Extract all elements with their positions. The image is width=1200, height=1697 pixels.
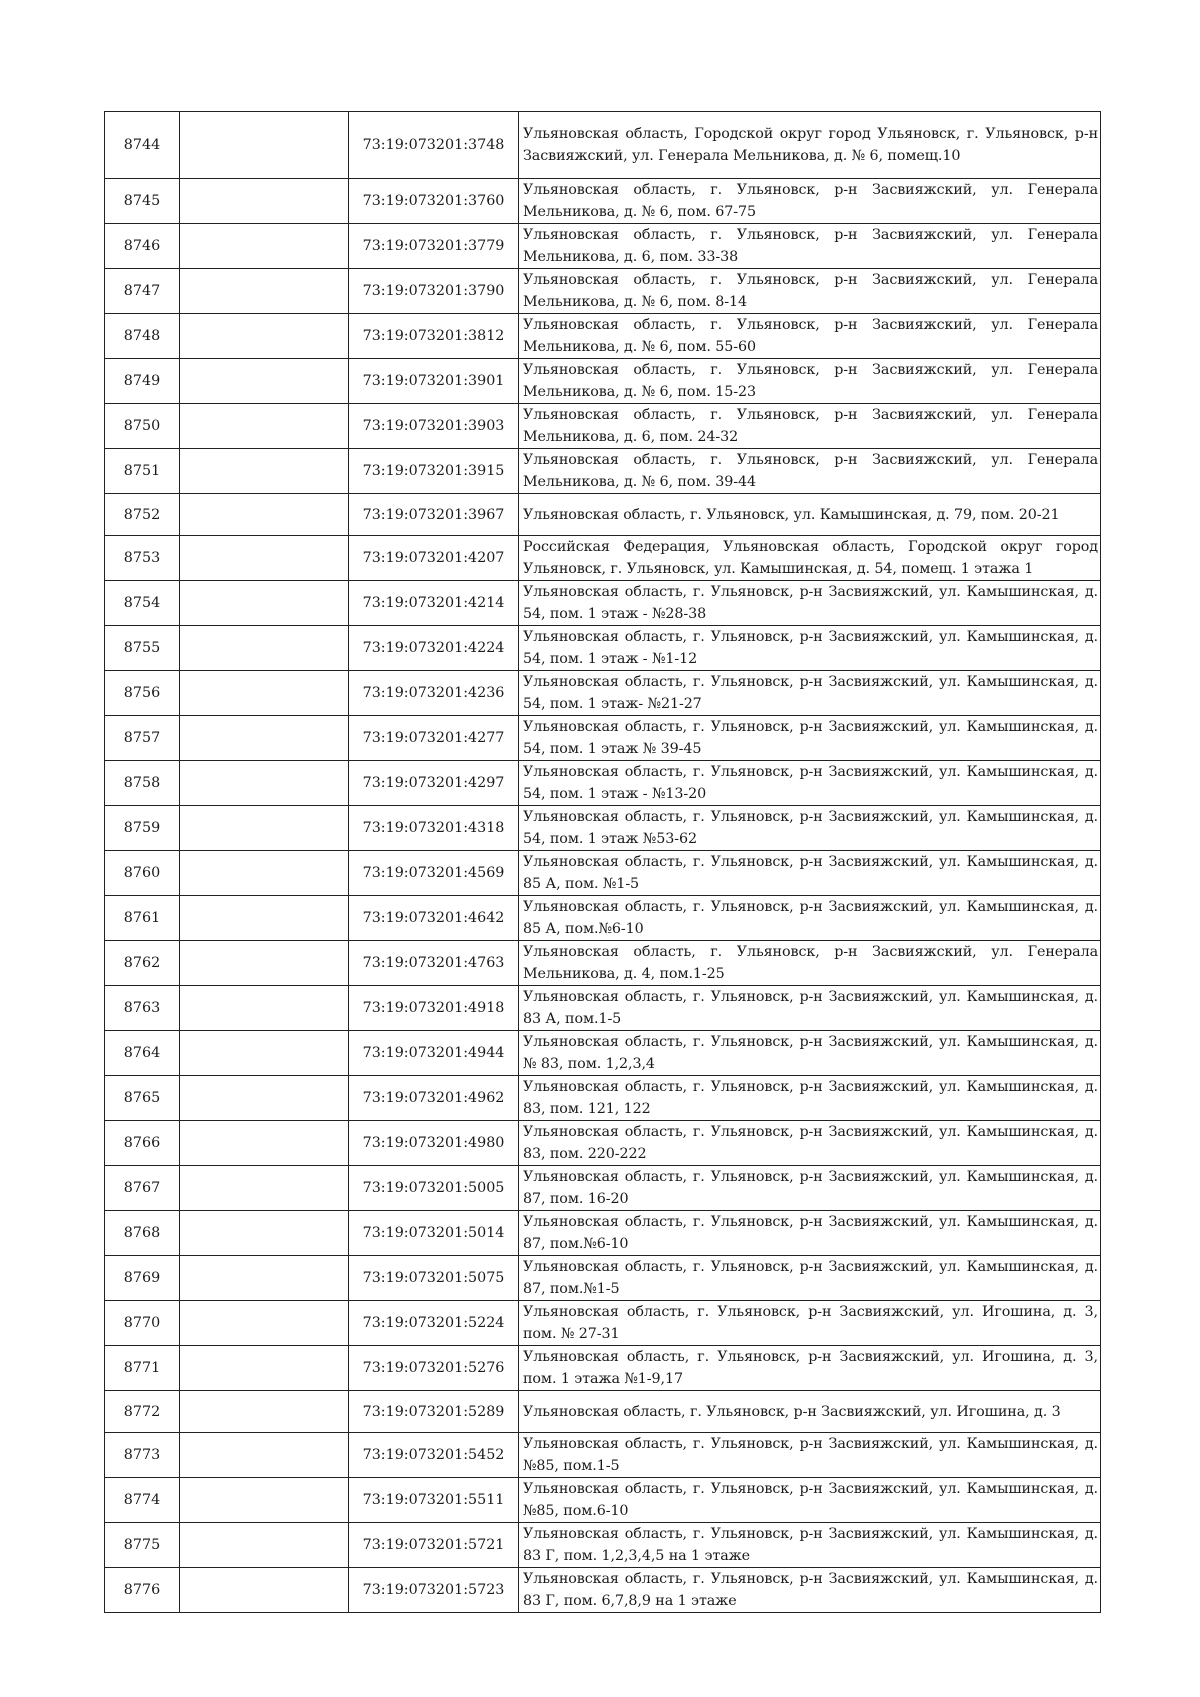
cadastral-number-cell: 73:19:073201:5723	[349, 1568, 519, 1613]
table-row	[105, 671, 1101, 716]
row-number-cell: 8745	[105, 179, 180, 224]
empty-cell	[180, 404, 349, 449]
row-number-cell: 8765	[105, 1076, 180, 1121]
table-row	[105, 716, 1101, 761]
cadastral-number-cell: 73:19:073201:4236	[349, 671, 519, 716]
address-cell: Ульяновская область, г. Ульяновск, р-н Засвияжский, ул. Игошина, д. 3, пом. 1 этажа №1-9,17	[519, 1346, 1101, 1391]
table-row	[105, 851, 1101, 896]
empty-cell	[180, 896, 349, 941]
empty-cell	[180, 1031, 349, 1076]
table-row	[105, 269, 1101, 314]
address-cell: Ульяновская область, г. Ульяновск, р-н Засвияжский, ул. Генерала Мельникова, д. № 6, пом. 15-23	[519, 359, 1101, 404]
address-cell: Ульяновская область, г. Ульяновск, р-н Засвияжский, ул. Камышинская, д. 54, пом. 1 этаж № 39-45	[519, 716, 1101, 761]
row-number-cell: 8759	[105, 806, 180, 851]
address-cell: Ульяновская область, г. Ульяновск, р-н Засвияжский, ул. Камышинская, д. 54, пом. 1 этаж - №13-20	[519, 761, 1101, 806]
address-cell: Ульяновская область, г. Ульяновск, р-н Засвияжский, ул. Камышинская, д. 85 А, пом. №1-5	[519, 851, 1101, 896]
empty-cell	[180, 1433, 349, 1478]
address-cell: Российская Федерация, Ульяновская область, Городской округ город Ульяновск, г. Ульяновск, ул. Камышинская, д. 54, помещ. 1 этажа 1	[519, 536, 1101, 581]
table-row	[105, 1211, 1101, 1256]
table-row	[105, 806, 1101, 851]
cadastral-number-cell: 73:19:073201:5075	[349, 1256, 519, 1301]
row-number-cell: 8749	[105, 359, 180, 404]
row-number-cell: 8748	[105, 314, 180, 359]
table-row	[105, 112, 1101, 179]
row-number-cell: 8755	[105, 626, 180, 671]
address-cell: Ульяновская область, Городской округ город Ульяновск, г. Ульяновск, р-н Засвияжский, ул. Генерала Мельникова, д. № 6, помещ.10	[519, 112, 1101, 179]
empty-cell	[180, 359, 349, 404]
cadastral-number-cell: 73:19:073201:4642	[349, 896, 519, 941]
address-cell: Ульяновская область, г. Ульяновск, р-н Засвияжский, ул. Камышинская, д. 83, пом. 220-222	[519, 1121, 1101, 1166]
cadastral-number-cell: 73:19:073201:3748	[349, 112, 519, 179]
row-number-cell: 8764	[105, 1031, 180, 1076]
cadastral-number-cell: 73:19:073201:4214	[349, 581, 519, 626]
empty-cell	[180, 494, 349, 536]
table-row	[105, 581, 1101, 626]
row-number-cell: 8774	[105, 1478, 180, 1523]
address-cell: Ульяновская область, г. Ульяновск, р-н Засвияжский, ул. Камышинская, д. 87, пом.№6-10	[519, 1211, 1101, 1256]
table-row	[105, 1568, 1101, 1613]
cadastral-number-cell: 73:19:073201:3915	[349, 449, 519, 494]
empty-cell	[180, 851, 349, 896]
empty-cell	[180, 1301, 349, 1346]
cadastral-number-cell: 73:19:073201:5289	[349, 1391, 519, 1433]
address-cell: Ульяновская область, г. Ульяновск, р-н Засвияжский, ул. Генерала Мельникова, д. № 6, пом. 55-60	[519, 314, 1101, 359]
address-cell: Ульяновская область, г. Ульяновск, р-н Засвияжский, ул. Генерала Мельникова, д. 6, пом. 33-38	[519, 224, 1101, 269]
table-row	[105, 449, 1101, 494]
row-number-cell: 8768	[105, 1211, 180, 1256]
cadastral-number-cell: 73:19:073201:4224	[349, 626, 519, 671]
address-cell: Ульяновская область, г. Ульяновск, р-н Засвияжский, ул. Камышинская, д. 83 А, пом.1-5	[519, 986, 1101, 1031]
row-number-cell: 8773	[105, 1433, 180, 1478]
empty-cell	[180, 1256, 349, 1301]
empty-cell	[180, 314, 349, 359]
cadastral-number-cell: 73:19:073201:4962	[349, 1076, 519, 1121]
empty-cell	[180, 1346, 349, 1391]
address-cell: Ульяновская область, г. Ульяновск, р-н Засвияжский, ул. Генерала Мельникова, д. № 6, пом. 67-75	[519, 179, 1101, 224]
cadastral-number-cell: 73:19:073201:4763	[349, 941, 519, 986]
table-row	[105, 986, 1101, 1031]
address-cell: Ульяновская область, г. Ульяновск, р-н Засвияжский, ул. Камышинская, д. 83, пом. 121, 122	[519, 1076, 1101, 1121]
empty-cell	[180, 1076, 349, 1121]
cadastral-number-cell: 73:19:073201:4980	[349, 1121, 519, 1166]
address-cell: Ульяновская область, г. Ульяновск, р-н Засвияжский, ул. Генерала Мельникова, д. № 6, пом. 39-44	[519, 449, 1101, 494]
cadastral-number-cell: 73:19:073201:3760	[349, 179, 519, 224]
table-row	[105, 1301, 1101, 1346]
empty-cell	[180, 626, 349, 671]
table-row	[105, 1391, 1101, 1433]
cadastral-number-cell: 73:19:073201:5276	[349, 1346, 519, 1391]
cadastral-number-cell: 73:19:073201:3812	[349, 314, 519, 359]
empty-cell	[180, 806, 349, 851]
table-row	[105, 359, 1101, 404]
cadastral-number-cell: 73:19:073201:4569	[349, 851, 519, 896]
row-number-cell: 8760	[105, 851, 180, 896]
empty-cell	[180, 179, 349, 224]
cadastral-number-cell: 73:19:073201:5452	[349, 1433, 519, 1478]
row-number-cell: 8763	[105, 986, 180, 1031]
address-cell: Ульяновская область, г. Ульяновск, р-н Засвияжский, ул. Камышинская, д. 54, пом. 1 этаж - №1-12	[519, 626, 1101, 671]
cadastral-number-cell: 73:19:073201:5005	[349, 1166, 519, 1211]
empty-cell	[180, 1121, 349, 1166]
empty-cell	[180, 581, 349, 626]
empty-cell	[180, 761, 349, 806]
registry-table-body	[105, 112, 1101, 1613]
table-row	[105, 896, 1101, 941]
address-cell: Ульяновская область, г. Ульяновск, р-н Засвияжский, ул. Камышинская, д. № 83, пом. 1,2,3,4	[519, 1031, 1101, 1076]
table-row	[105, 1256, 1101, 1301]
table-row	[105, 1076, 1101, 1121]
row-number-cell: 8751	[105, 449, 180, 494]
empty-cell	[180, 112, 349, 179]
address-cell: Ульяновская область, г. Ульяновск, р-н Засвияжский, ул. Камышинская, д. №85, пом.6-10	[519, 1478, 1101, 1523]
table-row	[105, 179, 1101, 224]
empty-cell	[180, 986, 349, 1031]
address-cell: Ульяновская область, г. Ульяновск, р-н Засвияжский, ул. Камышинская, д. 54, пом. 1 этаж - №28-38	[519, 581, 1101, 626]
cadastral-number-cell: 73:19:073201:4277	[349, 716, 519, 761]
address-cell: Ульяновская область, г. Ульяновск, р-н Засвияжский, ул. Камышинская, д. 85 А, пом.№6-10	[519, 896, 1101, 941]
table-row	[105, 1121, 1101, 1166]
row-number-cell: 8761	[105, 896, 180, 941]
row-number-cell: 8772	[105, 1391, 180, 1433]
address-cell: Ульяновская область, г. Ульяновск, р-н Засвияжский, ул. Камышинская, д. 87, пом.№1-5	[519, 1256, 1101, 1301]
address-cell: Ульяновская область, г. Ульяновск, р-н Засвияжский, ул. Камышинская, д. 83 Г, пом. 1,2,3,4,5 на 1 этаже	[519, 1523, 1101, 1568]
table-row	[105, 1346, 1101, 1391]
table-row	[105, 494, 1101, 536]
empty-cell	[180, 1523, 349, 1568]
address-cell: Ульяновская область, г. Ульяновск, р-н Засвияжский, ул. Камышинская, д. 87, пом. 16-20	[519, 1166, 1101, 1211]
row-number-cell: 8758	[105, 761, 180, 806]
cadastral-number-cell: 73:19:073201:5014	[349, 1211, 519, 1256]
row-number-cell: 8756	[105, 671, 180, 716]
table-row	[105, 761, 1101, 806]
cadastral-number-cell: 73:19:073201:4318	[349, 806, 519, 851]
empty-cell	[180, 1211, 349, 1256]
row-number-cell: 8744	[105, 112, 180, 179]
address-cell: Ульяновская область, г. Ульяновск, р-н Засвияжский, ул. Игошина, д. 3	[519, 1391, 1101, 1433]
cadastral-number-cell: 73:19:073201:3903	[349, 404, 519, 449]
address-cell: Ульяновская область, г. Ульяновск, р-н Засвияжский, ул. Камышинская, д. 54, пом. 1 этаж №53-62	[519, 806, 1101, 851]
table-row	[105, 224, 1101, 269]
address-cell: Ульяновская область, г. Ульяновск, р-н Засвияжский, ул. Генерала Мельникова, д. № 6, пом. 8-14	[519, 269, 1101, 314]
address-cell: Ульяновская область, г. Ульяновск, р-н Засвияжский, ул. Камышинская, д. 54, пом. 1 этаж- №21-27	[519, 671, 1101, 716]
empty-cell	[180, 269, 349, 314]
table-row	[105, 1031, 1101, 1076]
registry-table	[104, 111, 1101, 1613]
cadastral-number-cell: 73:19:073201:3967	[349, 494, 519, 536]
row-number-cell: 8766	[105, 1121, 180, 1166]
empty-cell	[180, 1391, 349, 1433]
table-row	[105, 1523, 1101, 1568]
empty-cell	[180, 671, 349, 716]
row-number-cell: 8754	[105, 581, 180, 626]
empty-cell	[180, 941, 349, 986]
cadastral-number-cell: 73:19:073201:4297	[349, 761, 519, 806]
row-number-cell: 8770	[105, 1301, 180, 1346]
row-number-cell: 8769	[105, 1256, 180, 1301]
row-number-cell: 8762	[105, 941, 180, 986]
table-row	[105, 626, 1101, 671]
row-number-cell: 8775	[105, 1523, 180, 1568]
address-cell: Ульяновская область, г. Ульяновск, р-н Засвияжский, ул. Камышинская, д. №85, пом.1-5	[519, 1433, 1101, 1478]
table-row	[105, 941, 1101, 986]
address-cell: Ульяновская область, г. Ульяновск, р-н Засвияжский, ул. Игошина, д. 3, пом. № 27-31	[519, 1301, 1101, 1346]
row-number-cell: 8776	[105, 1568, 180, 1613]
table-row	[105, 404, 1101, 449]
address-cell: Ульяновская область, г. Ульяновск, р-н Засвияжский, ул. Генерала Мельникова, д. 4, пом.1-25	[519, 941, 1101, 986]
cadastral-number-cell: 73:19:073201:3901	[349, 359, 519, 404]
address-cell: Ульяновская область, г. Ульяновск, ул. Камышинская, д. 79, пом. 20-21	[519, 494, 1101, 536]
cadastral-number-cell: 73:19:073201:4944	[349, 1031, 519, 1076]
table-row	[105, 1478, 1101, 1523]
table-row	[105, 314, 1101, 359]
row-number-cell: 8746	[105, 224, 180, 269]
empty-cell	[180, 716, 349, 761]
row-number-cell: 8771	[105, 1346, 180, 1391]
table-row	[105, 1433, 1101, 1478]
cadastral-number-cell: 73:19:073201:5511	[349, 1478, 519, 1523]
empty-cell	[180, 1568, 349, 1613]
cadastral-number-cell: 73:19:073201:4207	[349, 536, 519, 581]
row-number-cell: 8752	[105, 494, 180, 536]
empty-cell	[180, 1166, 349, 1211]
empty-cell	[180, 449, 349, 494]
empty-cell	[180, 1478, 349, 1523]
cadastral-number-cell: 73:19:073201:5224	[349, 1301, 519, 1346]
cadastral-number-cell: 73:19:073201:5721	[349, 1523, 519, 1568]
cadastral-number-cell: 73:19:073201:4918	[349, 986, 519, 1031]
table-row	[105, 536, 1101, 581]
cadastral-number-cell: 73:19:073201:3790	[349, 269, 519, 314]
row-number-cell: 8753	[105, 536, 180, 581]
address-cell: Ульяновская область, г. Ульяновск, р-н Засвияжский, ул. Камышинская, д. 83 Г, пом. 6,7,8,9 на 1 этаже	[519, 1568, 1101, 1613]
table-row	[105, 1166, 1101, 1211]
address-cell: Ульяновская область, г. Ульяновск, р-н Засвияжский, ул. Генерала Мельникова, д. 6, пом. 24-32	[519, 404, 1101, 449]
row-number-cell: 8750	[105, 404, 180, 449]
cadastral-number-cell: 73:19:073201:3779	[349, 224, 519, 269]
row-number-cell: 8767	[105, 1166, 180, 1211]
row-number-cell: 8757	[105, 716, 180, 761]
empty-cell	[180, 536, 349, 581]
empty-cell	[180, 224, 349, 269]
row-number-cell: 8747	[105, 269, 180, 314]
